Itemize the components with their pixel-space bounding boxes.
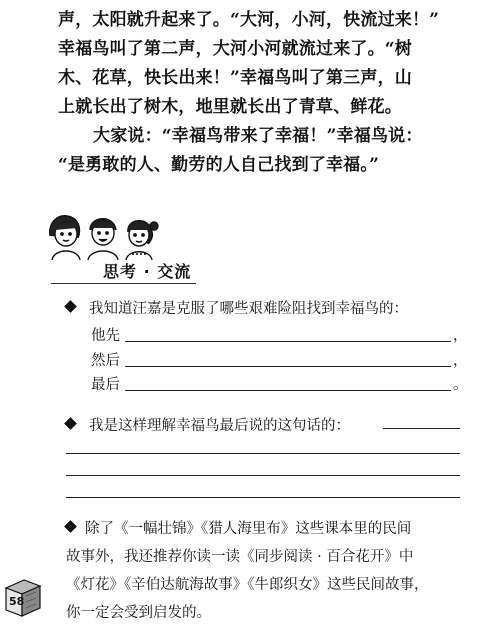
recommendation-text — [66, 515, 471, 627]
answer-row-label: 他先 — [91, 328, 120, 344]
page-number: 58 — [9, 595, 25, 608]
children-illustration-icon — [44, 208, 164, 260]
answer-line[interactable] — [125, 341, 451, 342]
answer-line[interactable] — [125, 366, 451, 367]
answer-row-end: 。 — [453, 377, 468, 393]
answer-row-label: 然后 — [91, 353, 120, 369]
bullet-diamond-icon — [64, 300, 77, 313]
question-2-prompt: 我是这样理解幸福鸟最后说的这句话的： — [89, 418, 350, 434]
story-text — [58, 6, 466, 180]
page-number-badge — [2, 574, 42, 618]
recommendation-line-text: 除了《一幅壮锦》《猎人海里布》这些课本里的民间 — [85, 521, 412, 537]
answer-row-end: ， — [453, 328, 468, 344]
story-line: 声，太阳就升起来了。“大河，小河，快流过来！” — [58, 10, 440, 30]
bullet-diamond-icon — [64, 520, 77, 533]
answer-line[interactable] — [125, 390, 451, 391]
question-1 — [66, 297, 408, 318]
answer-row-label: 最后 — [91, 377, 120, 393]
recommendation-line: 你一定会受到启发的。 — [66, 605, 211, 621]
section-title-rule — [51, 283, 196, 284]
question-1-prompt: 我知道汪嘉是克服了哪些艰难险阻找到幸福鸟的： — [89, 301, 408, 317]
answer-row-1[interactable] — [91, 324, 468, 344]
answer-row-2[interactable] — [91, 349, 468, 369]
story-line: 木、花草，快长出来！”幸福鸟叫了第三声，山 — [58, 68, 412, 88]
question-2 — [66, 414, 350, 435]
story-line: 幸福鸟叫了第二声，大河小河就流过来了。“树 — [58, 39, 412, 59]
story-line: 大家说：“幸福鸟带来了幸福！”幸福鸟说： — [93, 126, 423, 146]
answer-line[interactable] — [66, 453, 460, 454]
recommendation-line: 故事外，我还推荐你读一读《同步阅读 · 百合花开》中 — [66, 549, 414, 565]
answer-row-3[interactable] — [91, 373, 468, 393]
story-line: “是勇敢的人、勤劳的人自己找到了幸福。” — [58, 155, 380, 175]
answer-row-end: ， — [453, 353, 468, 369]
answer-line[interactable] — [66, 497, 460, 498]
section-title — [103, 259, 191, 282]
story-line: 上就长出了树木，地里就长出了青草、鲜花。 — [58, 97, 402, 117]
recommendation-line: 《灯花》《辛伯达航海故事》《牛郎织女》这些民间故事， — [66, 577, 429, 593]
bullet-diamond-icon — [64, 417, 77, 430]
recommendation-line — [66, 515, 471, 543]
answer-line[interactable] — [383, 428, 460, 429]
answer-line[interactable] — [66, 475, 460, 476]
section-title-text: 思考 · 交流 — [103, 262, 192, 281]
